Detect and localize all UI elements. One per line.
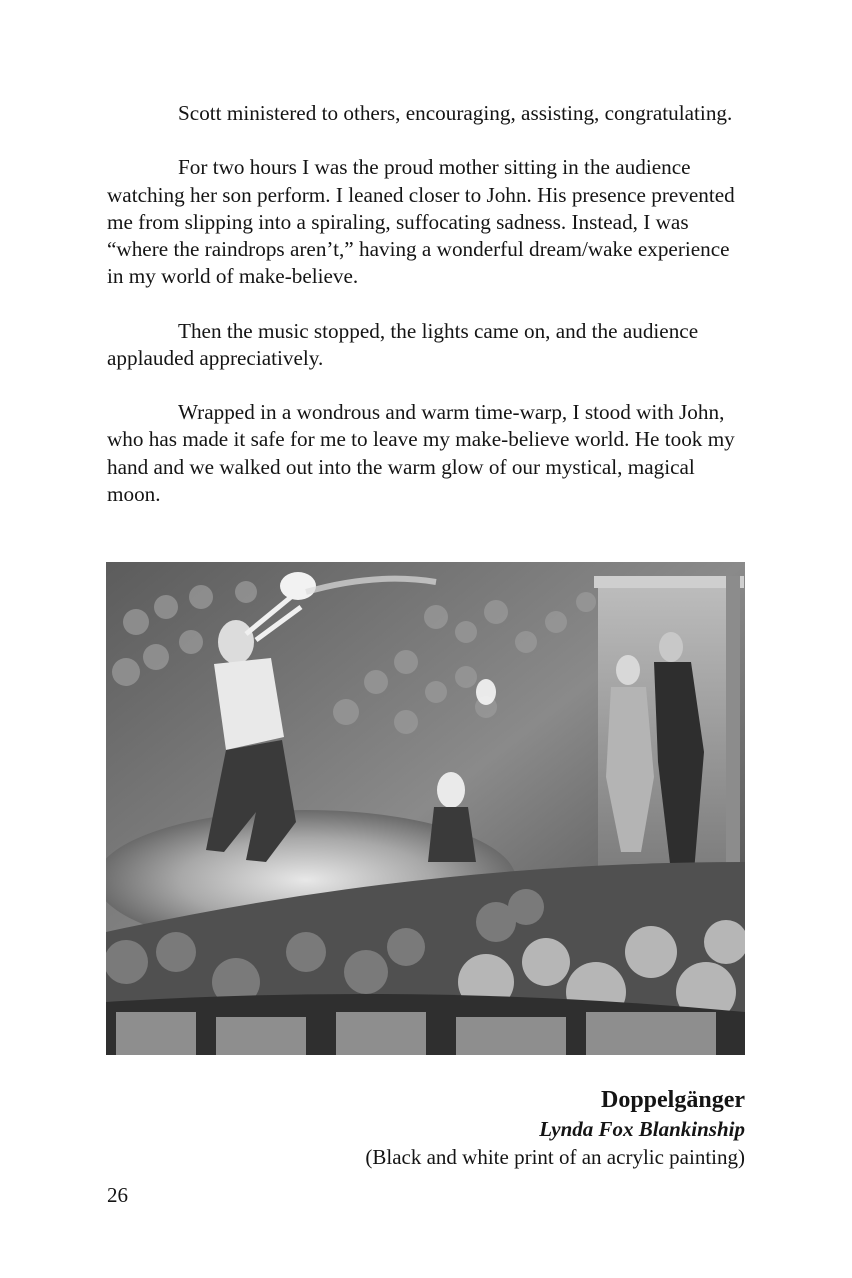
paragraph-4: Wrapped in a wondrous and warm time-warp, I stood with John, who has made it safe for me to leave my make-believe world. He took my hand and we walked out into the warm glow of our mystical, magical moon. bbox=[107, 400, 735, 506]
painting-medium: (Black and white print of an acrylic painting) bbox=[365, 1145, 745, 1169]
painting-title: Doppelgänger bbox=[601, 1087, 745, 1113]
page-number: 26 bbox=[107, 1183, 128, 1207]
body-text bbox=[107, 100, 747, 535]
paragraph-1: Scott ministered to others, encouraging, assisting, congratulating. bbox=[178, 101, 733, 125]
painting-artist: Lynda Fox Blankinship bbox=[539, 1117, 745, 1141]
painting-image bbox=[106, 562, 745, 1055]
paragraph-2: For two hours I was the proud mother sitting in the audience watching her son perform. I leaned closer to John. His presence prevented me from slipping into a spiraling, suffocating sadness. Instead, I was “where the raindrops aren’t,” having a wonderful dream/wake experience in my world of make-believe. bbox=[107, 155, 735, 289]
painting-illustration bbox=[106, 562, 745, 1055]
paragraph-3: Then the music stopped, the lights came on, and the audience applauded appreciatively. bbox=[107, 318, 699, 370]
